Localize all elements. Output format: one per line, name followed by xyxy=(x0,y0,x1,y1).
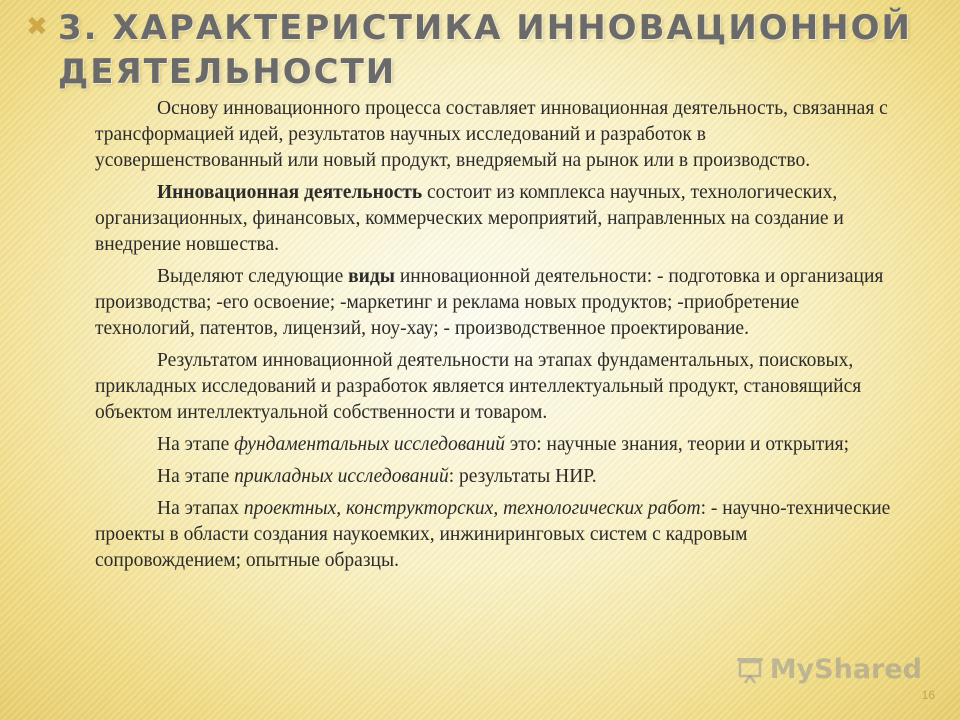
myshared-watermark xyxy=(735,654,922,685)
paragraph-3 xyxy=(95,264,895,342)
watermark-text: MyShared xyxy=(769,654,922,685)
slide-title: 3. ХАРАКТЕРИСТИКА ИННОВАЦИОННОЙ ДЕЯТЕЛЬНОСТИ xyxy=(58,8,912,92)
paragraph-3-text: инновационной деятельности: - подготовка и организация производства; -его освоение; -маркетинг и реклама новых продуктов; -приобретение технологий, патентов, лицензий, ноу-хау; - производственное проектирование. xyxy=(95,266,884,339)
page-number: 16 xyxy=(921,688,935,702)
paragraph-2 xyxy=(95,180,895,258)
paragraph-1-text: Основу инновационного процесса составляет инновационная деятельность, связанная с трансформацией идей, результатов научных исследований и разработок в усовершенствованный или новый продукт, внедряемый на рынок или в производство. xyxy=(95,98,888,171)
italic-term: прикладных исследований xyxy=(234,466,449,487)
paragraph-5-lead: На этапе xyxy=(157,434,235,455)
paragraph-7 xyxy=(95,496,895,574)
paragraph-2-text: состоит из комплекса научных, технологических, организационных, финансовых, коммерческих мероприятий, направленных на создание и внедрение новшества. xyxy=(95,182,844,255)
paragraph-4 xyxy=(95,348,895,426)
paragraph-4-text: Результатом инновационной деятельности на этапах фундаментальных, поисковых, прикладных исследований и разработок является интеллектуальный продукт, становящийся объектом интеллектуальной собственности и товаром. xyxy=(95,350,862,423)
projector-screen-icon xyxy=(735,655,765,685)
paragraph-5 xyxy=(95,432,895,458)
paragraph-7-lead: На этапах xyxy=(157,498,244,519)
bold-term: Инновационная деятельность xyxy=(157,182,423,203)
italic-term: проектных, конструкторских, технологических работ xyxy=(243,498,701,519)
paragraph-3-lead: Выделяют следующие xyxy=(157,266,349,287)
paragraph-6-text: : результаты НИР. xyxy=(448,466,597,487)
slide-body xyxy=(95,96,895,580)
paragraph-6-lead: На этапе xyxy=(157,466,235,487)
paragraph-7-text: : - научно-технические проекты в области создания наукоемких, инжиниринговых систем с кадровым сопровождением; опытные образцы. xyxy=(95,498,891,571)
bold-term: виды xyxy=(348,266,395,287)
italic-term: фундаментальных исследований xyxy=(234,434,505,455)
title-bullet-icon: ✖ xyxy=(26,12,48,42)
paragraph-6 xyxy=(95,464,895,490)
paragraph-5-text: это: научные знания, теории и открытия; xyxy=(504,434,850,455)
paragraph-1 xyxy=(95,96,895,174)
